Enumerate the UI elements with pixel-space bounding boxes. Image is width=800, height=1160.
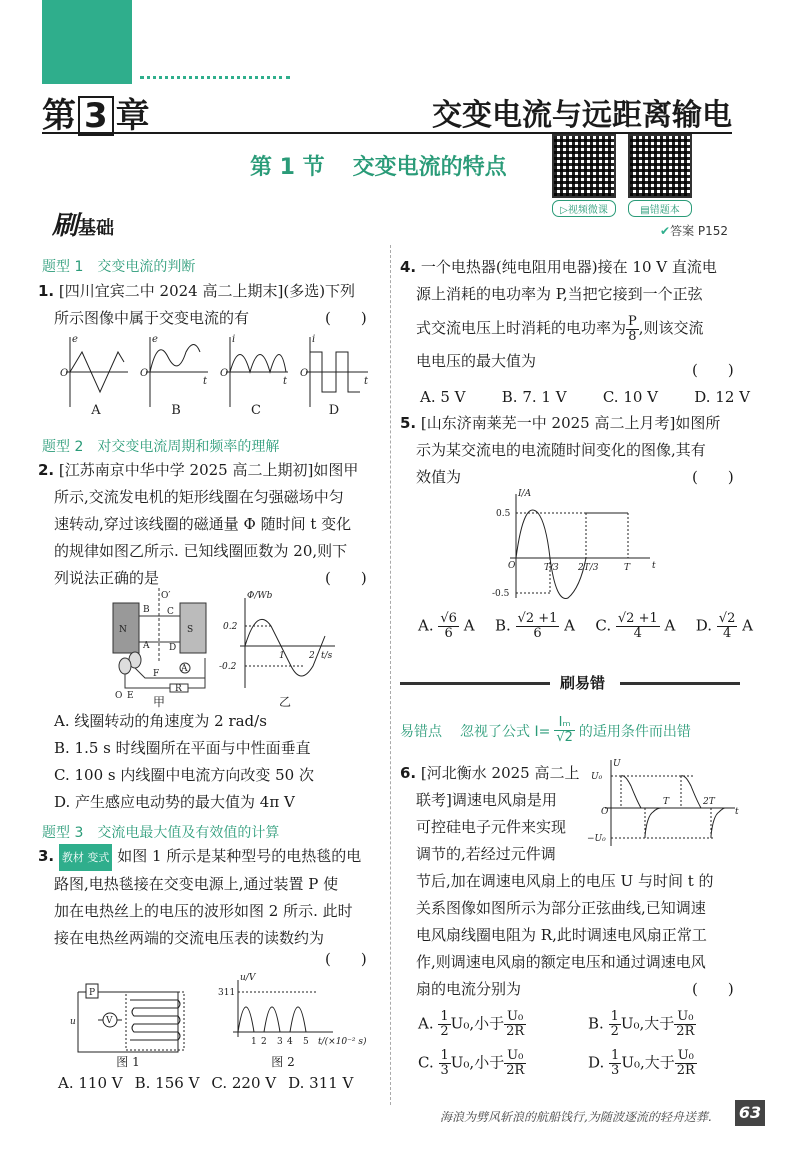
- q3-number: 3.: [38, 847, 55, 865]
- q6-line: 扇的电流分别为: [416, 980, 522, 998]
- q5-graph: [490, 488, 670, 606]
- frac-num: 1: [440, 1009, 449, 1024]
- axis-label: U: [613, 759, 621, 769]
- opt-label: A.: [418, 616, 434, 635]
- axis-label: 1: [279, 651, 285, 661]
- chapter-suffix: 章: [115, 96, 150, 136]
- q2-number: 2.: [38, 461, 55, 479]
- svg-text:O: O: [601, 807, 609, 817]
- q2-figures: [95, 588, 345, 708]
- section-label: 第 1 节: [250, 155, 325, 180]
- frac-den: 2R: [506, 1063, 525, 1078]
- qr-errors[interactable]: [628, 134, 692, 217]
- tick-label: T/3: [544, 563, 559, 573]
- q2-answer-paren: ( ): [325, 569, 367, 587]
- qr-code-icon: [552, 134, 616, 198]
- frac-num: √2: [718, 611, 736, 626]
- chapter-prefix: 第: [42, 96, 76, 136]
- q4-answer-paren: ( ): [692, 361, 734, 379]
- check-icon: ✔: [660, 224, 671, 238]
- qr-errors-label: ▤错题本: [628, 200, 692, 217]
- q6-line: 关系图像如图所示为部分正弦曲线,已知调速: [416, 899, 706, 917]
- axis-label: O: [220, 368, 229, 379]
- q1-answer-paren: ( ): [325, 309, 367, 327]
- tick-label: 2T/3: [578, 563, 599, 573]
- frac-num: √2 +1: [517, 611, 558, 626]
- svg-text:F: F: [153, 669, 160, 679]
- opt-label: B.: [588, 1014, 604, 1033]
- q3-options: [58, 1070, 388, 1097]
- qr-video[interactable]: [552, 134, 616, 217]
- q3-option-d[interactable]: D. 311 V: [288, 1074, 354, 1092]
- header-dotted-line: [140, 76, 290, 79]
- q5-option-a[interactable]: [418, 612, 475, 641]
- q4-line: ,则该交流: [638, 319, 704, 337]
- frac-num: 1: [440, 1048, 449, 1063]
- errors-banner: 刷易错: [560, 674, 606, 692]
- section-title: [250, 150, 507, 181]
- figure-caption: 甲: [152, 695, 166, 708]
- axis-label: t/s: [321, 651, 333, 661]
- q2-option-b[interactable]: B. 1.5 s 时线圈所在平面与中性面垂直: [54, 739, 311, 757]
- axis-label: e: [72, 334, 78, 345]
- q4-line: 一个电热器(纯电阻用电器)接在 10 V 直流电: [420, 258, 717, 276]
- frac-num: U₀: [674, 1010, 696, 1025]
- svg-text:O′: O′: [161, 591, 171, 601]
- tick-label: 5: [303, 1037, 309, 1047]
- unit: A: [564, 616, 576, 635]
- frac-num: U₀: [675, 1049, 697, 1064]
- q6-line: [河北衡水 2025 高二上: [420, 764, 580, 782]
- axis-label: Φ/Wb: [247, 591, 273, 601]
- frac-num: 1: [610, 1009, 619, 1024]
- q6-line: 作,则调速电风扇的额定电压和通过调速电风: [416, 953, 706, 971]
- q3-answer-paren: ( ): [325, 950, 367, 968]
- q5-option-c[interactable]: [595, 612, 675, 641]
- textbook-variant-badge: 教材 变式: [59, 844, 113, 871]
- frac-den: 6: [533, 626, 542, 641]
- error-point-label: 易错点: [400, 723, 442, 740]
- graph-label-b: B: [171, 403, 181, 418]
- frac-den: 4: [722, 626, 732, 641]
- column-divider: [390, 245, 391, 1105]
- header-color-block: [42, 0, 132, 84]
- axis-label: 0.5: [496, 509, 511, 519]
- axis-label: 2T: [703, 797, 715, 807]
- frac-num: U₀: [504, 1010, 526, 1025]
- q6-line: 节后,加在调速电风扇上的电压 U 与时间 t 的: [416, 872, 714, 890]
- frac-num: Iₘ: [554, 716, 575, 731]
- qr-video-label: ▷视频微课: [552, 200, 616, 217]
- q4-frac-num: P: [628, 313, 637, 329]
- tick-label: 2: [261, 1037, 267, 1047]
- q6-option-d[interactable]: [588, 1049, 758, 1078]
- frac-den: √2: [556, 730, 573, 745]
- q2-line: [江苏南京中华中学 2025 高二上期初]如图甲: [58, 461, 359, 479]
- chapter-title: 交变电流与远距离输电: [432, 98, 732, 133]
- tick-label: T: [624, 563, 631, 573]
- error-point-text: 忽视了公式 I=: [460, 723, 551, 740]
- q5-options: [418, 612, 753, 641]
- q3-line: 加在电热丝上的电压的波形如图 2 所示. 此时: [54, 902, 353, 920]
- axis-label: t: [364, 376, 369, 387]
- shua-char: 刷: [52, 211, 79, 241]
- q5-line: 示为某交流电的电流随时间变化的图像,其有: [416, 441, 706, 459]
- q4-option-a[interactable]: A. 5 V: [420, 388, 466, 406]
- opt-mid: U₀,大于: [620, 1014, 675, 1033]
- error-point-text: 的适用条件而出错: [578, 723, 691, 740]
- q3-line: 路图,电热毯接在交变电源上,通过装置 P 使: [54, 875, 339, 893]
- axis-label: t: [283, 376, 288, 387]
- svg-text:D: D: [169, 643, 177, 653]
- q5-number: 5.: [400, 414, 417, 432]
- svg-text:P: P: [89, 988, 96, 998]
- svg-text:V: V: [106, 1016, 113, 1026]
- banner-rule-left: [400, 682, 550, 685]
- axis-label: i: [232, 334, 236, 345]
- axis-label: t: [735, 807, 739, 817]
- axis-label: 311: [218, 988, 236, 998]
- q4-option-b[interactable]: B. 7. 1 V: [501, 388, 567, 406]
- opt-mid: U₀,小于: [450, 1053, 505, 1072]
- page-number: 63: [735, 1100, 765, 1126]
- axis-label: T: [663, 797, 670, 807]
- axis-label: O: [300, 368, 309, 379]
- q1-number: 1.: [38, 282, 55, 300]
- q4-line: 式交流电压上时消耗的电功率为: [416, 319, 627, 337]
- answer-ref: [660, 222, 728, 239]
- q2-option-c[interactable]: C. 100 s 内线圈中电流方向改变 50 次: [54, 766, 314, 784]
- q6-graph: [585, 756, 745, 848]
- frac-den: 2: [610, 1024, 619, 1039]
- axis-label: O: [60, 368, 69, 379]
- q4-options: [420, 384, 750, 411]
- graph-label-d: D: [328, 403, 340, 418]
- q4-line: 电电压的最大值为: [416, 352, 537, 370]
- frac-num: √2 +1: [617, 611, 658, 626]
- axis-label: e: [152, 334, 158, 345]
- tick-label: 3: [277, 1037, 283, 1047]
- opt-label: C.: [418, 1053, 434, 1072]
- qr-code-icon: [628, 134, 692, 198]
- q1-graphs: [58, 332, 378, 432]
- axis-label: 0.2: [223, 622, 238, 632]
- q1-line: [四川宜宾二中 2024 高二上期末](多选)下列: [58, 282, 356, 300]
- svg-text:A: A: [181, 664, 188, 674]
- figure-caption: 图 1: [116, 1055, 140, 1069]
- axis-label: t/(×10⁻² s): [318, 1037, 367, 1047]
- q4-number: 4.: [400, 258, 417, 276]
- axis-label: 2: [309, 651, 315, 661]
- q6-line: 可控硅电子元件来实现: [416, 818, 567, 836]
- unit: A: [742, 616, 753, 635]
- opt-label: D.: [695, 616, 713, 635]
- svg-text:t: t: [652, 561, 656, 571]
- frac-den: 2R: [506, 1024, 525, 1039]
- opt-label: D.: [588, 1053, 605, 1072]
- q5-option-d[interactable]: [696, 612, 753, 641]
- axis-label: i: [312, 334, 316, 345]
- q3-line: 接在电热丝两端的交流电压表的读数约为: [54, 929, 325, 947]
- q2-line: 速转动,穿过该线圈的磁通量 Φ 随时间 t 变化: [54, 515, 352, 533]
- svg-text:u: u: [70, 1017, 76, 1027]
- q5-answer-paren: ( ): [692, 468, 734, 486]
- q6-answer-paren: ( ): [692, 980, 734, 998]
- svg-text:N: N: [119, 625, 127, 635]
- svg-text:R: R: [175, 684, 182, 694]
- figure-caption: 图 2: [271, 1055, 295, 1069]
- basics-label: 基础: [78, 218, 115, 239]
- answer-text: 答案 P152: [670, 224, 729, 238]
- opt-mid: U₀,小于: [450, 1014, 505, 1033]
- q6-line: 调节的,若经过元件调: [416, 845, 556, 863]
- chapter-number: 3: [78, 96, 114, 136]
- q4-fraction: [626, 315, 639, 344]
- q4-option-c[interactable]: C. 10 V: [602, 388, 659, 406]
- q6-options: [418, 1010, 758, 1078]
- axis-label: -0.5: [492, 589, 510, 599]
- q3-option-b[interactable]: B. 156 V: [134, 1074, 200, 1092]
- graph-label-c: C: [251, 403, 261, 418]
- q6-line: 电风扇线圈电阻为 R,此时调速电风扇正常工: [416, 926, 707, 944]
- q3-line: 如图 1 所示是某种型号的电热毯的电: [117, 847, 362, 865]
- svg-text:C: C: [167, 607, 174, 617]
- frac-den: 3: [611, 1063, 620, 1078]
- q3-option-c[interactable]: C. 220 V: [211, 1074, 277, 1092]
- q2-options: [54, 708, 384, 816]
- frac-num: U₀: [504, 1049, 526, 1064]
- opt-mid: U₀,大于: [621, 1053, 675, 1072]
- frac-den: 2: [440, 1024, 449, 1039]
- figure-caption: 乙: [278, 695, 292, 708]
- axis-label: −U₀: [587, 834, 606, 844]
- q1-line: 所示图像中属于交变电流的有: [54, 309, 250, 327]
- question-3: [38, 843, 383, 952]
- q4-frac-den: 8: [628, 328, 637, 344]
- svg-text:O: O: [508, 561, 516, 571]
- q5-option-b[interactable]: [495, 612, 575, 641]
- axis-label: t: [203, 376, 208, 387]
- q6-option-a[interactable]: [418, 1010, 588, 1039]
- q2-option-a[interactable]: A. 线圈转动的角速度为 2 rad/s: [54, 712, 267, 730]
- svg-text:B: B: [143, 605, 150, 615]
- basics-heading: [52, 205, 114, 242]
- opt-label: A.: [418, 1014, 434, 1033]
- q4-line: 源上消耗的电功率为 P,当把它接到一个正弦: [416, 285, 703, 303]
- svg-text:A: A: [143, 641, 150, 651]
- opt-label: C.: [595, 616, 612, 635]
- opt-label: B.: [494, 616, 511, 635]
- axis-label: O: [140, 368, 149, 379]
- q4-option-d[interactable]: D. 12 V: [694, 388, 750, 406]
- q5-line: [山东济南莱芜一中 2025 高二上月考]如图所: [420, 414, 721, 432]
- q2-option-d[interactable]: D. 产生感应电动势的最大值为 4π V: [54, 793, 295, 811]
- q2-line: 列说法正确的是: [54, 569, 160, 587]
- q5-line: 效值为: [416, 468, 462, 486]
- axis-label: u/V: [240, 973, 256, 983]
- svg-text:O: O: [115, 691, 123, 701]
- q6-option-c[interactable]: [418, 1049, 588, 1078]
- frac-num: √6: [440, 611, 457, 626]
- type-1-heading: 题型 1 交变电流的判断: [42, 259, 196, 275]
- q6-number: 6.: [400, 764, 417, 782]
- svg-text:E: E: [127, 691, 134, 701]
- frac-den: 4: [633, 626, 642, 641]
- q3-figures: [68, 972, 378, 1072]
- frac-den: 2R: [676, 1063, 695, 1078]
- frac-den: 3: [440, 1063, 449, 1078]
- tick-label: 4: [287, 1037, 293, 1047]
- type-2-heading: 题型 2 对交变电流周期和频率的理解: [42, 439, 280, 455]
- q2-line: 的规律如图乙所示. 已知线圈匝数为 20,则下: [54, 542, 348, 560]
- type-3-heading: 题型 3 交流电最大值及有效值的计算: [42, 825, 280, 841]
- axis-label: I/A: [518, 489, 532, 499]
- q3-option-a[interactable]: A. 110 V: [58, 1074, 123, 1092]
- q6-option-b[interactable]: [588, 1010, 758, 1039]
- axis-label: -0.2: [219, 662, 237, 672]
- unit: A: [664, 616, 676, 635]
- graph-label-a: A: [91, 403, 101, 418]
- frac-den: 6: [444, 626, 453, 641]
- question-6-head: [400, 760, 600, 868]
- banner-rule-right: [620, 682, 740, 685]
- unit: A: [463, 616, 475, 635]
- q2-line: 所示,交流发电机的矩形线圈在匀强磁场中匀: [54, 488, 344, 506]
- svg-text:S: S: [187, 625, 194, 635]
- q6-line: 联考]调速电风扇是用: [416, 791, 557, 809]
- footer-motto: 海浪为劈风斩浪的航船饯行,为随波逐流的轻舟送葬.: [440, 1110, 712, 1124]
- frac-den: 2R: [676, 1024, 695, 1039]
- error-point: [400, 716, 691, 745]
- chapter-label: [42, 88, 150, 137]
- section-title-text: 交变电流的特点: [352, 155, 507, 180]
- tick-label: 1: [251, 1037, 257, 1047]
- frac-num: 1: [611, 1048, 620, 1063]
- axis-label: U₀: [591, 772, 603, 782]
